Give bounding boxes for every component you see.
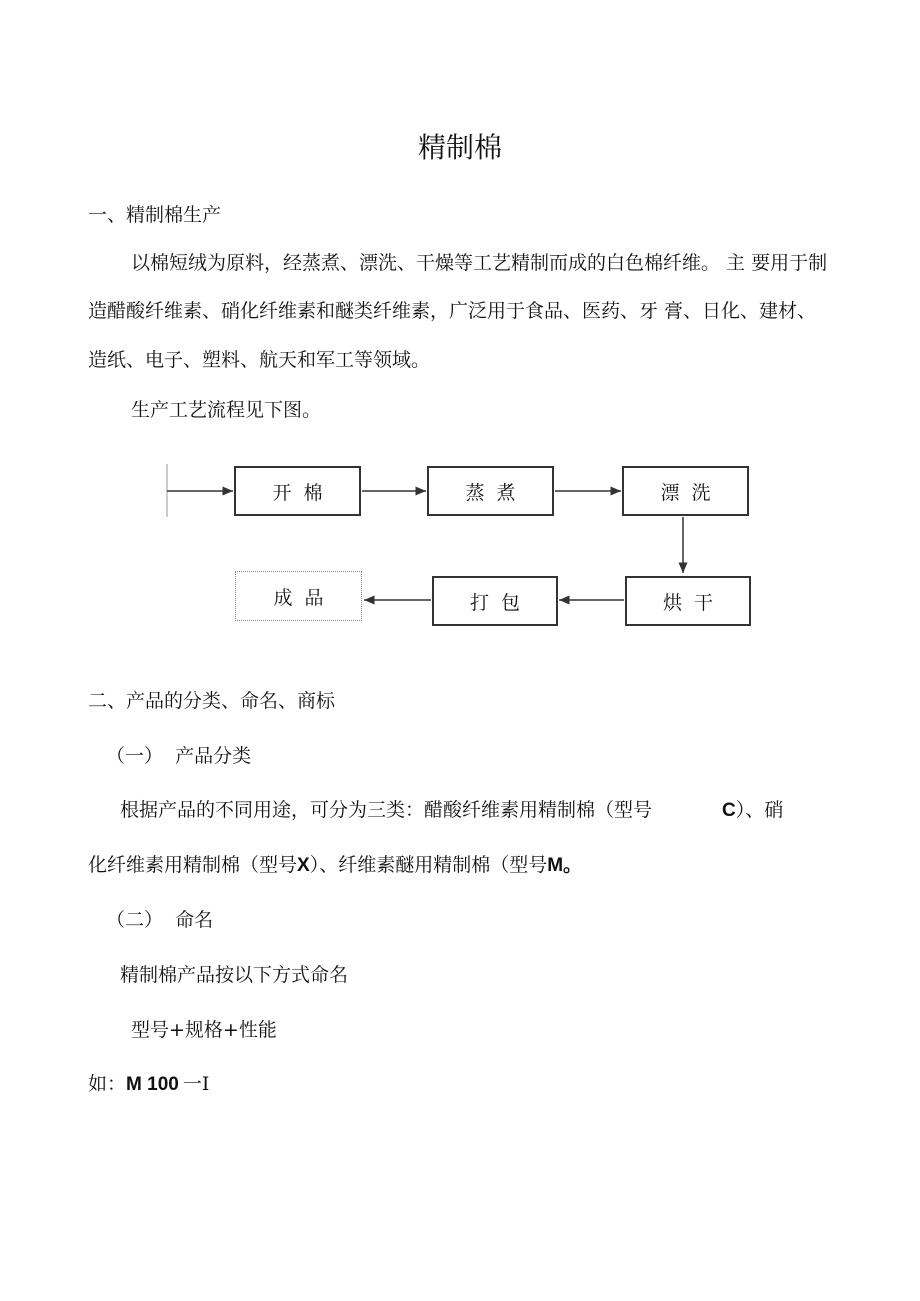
flow-step-bleach: 漂洗 [622, 466, 749, 516]
model-code-m: M [547, 855, 564, 876]
flow-step-pack: 打包 [432, 576, 558, 626]
example-code: M 100 [126, 1074, 179, 1095]
page-title: 精制棉 [417, 131, 502, 164]
sub1-line2-tail: 。 [563, 855, 583, 876]
sub1-heading: （一） 产品分类 [106, 745, 252, 767]
model-code-x: X [297, 855, 310, 876]
sub2-heading: （二） 命名 [106, 909, 214, 931]
example-tail: 一Ⅰ [182, 1073, 210, 1095]
naming-example [88, 1069, 209, 1096]
section1-para-line2: 造醋酸纤维素、硝化纤维素和醚类纤维素，广泛用于食品、医药、牙 膏、日化、建材、 [88, 300, 817, 322]
sub1-line1-text: 根据产品的不同用途，可分为三类：醋酸纤维素用精制棉（型号 [120, 799, 653, 821]
flow-step-cook: 蒸煮 [427, 466, 554, 516]
sub1-line2-text-b: ）、纤维素醚用精制棉（型号 [309, 854, 548, 876]
example-label: 如： [88, 1073, 127, 1095]
flow-step-open-cotton: 开棉 [234, 466, 361, 516]
sub2-line2: 型号+规格+性能 [131, 1019, 277, 1041]
sub1-line1-tail: ）、硝 [735, 799, 784, 821]
section2-heading: 二、产品的分类、命名、商标 [88, 690, 336, 712]
sub1-line1-end [722, 795, 783, 822]
sub1-line1 [120, 795, 652, 822]
section1-heading: 一、精制棉生产 [88, 204, 222, 226]
sub1-line2 [88, 850, 582, 877]
flow-step-finished: 成品 [235, 571, 362, 621]
flow-intro: 生产工艺流程见下图。 [131, 399, 322, 421]
flow-step-dry: 烘干 [625, 576, 751, 626]
model-code-c: C [722, 800, 736, 821]
sub1-line2-text-a: 化纤维素用精制棉（型号 [88, 854, 298, 876]
sub2-line1: 精制棉产品按以下方式命名 [120, 964, 349, 986]
section1-para-line3: 造纸、电子、塑料、航天和军工等领域。 [88, 349, 431, 371]
section1-para-line1: 以棉短绒为原料，经蒸煮、漂洗、干燥等工艺精制而成的白色棉纤维。 主 要用于制 [131, 252, 828, 274]
